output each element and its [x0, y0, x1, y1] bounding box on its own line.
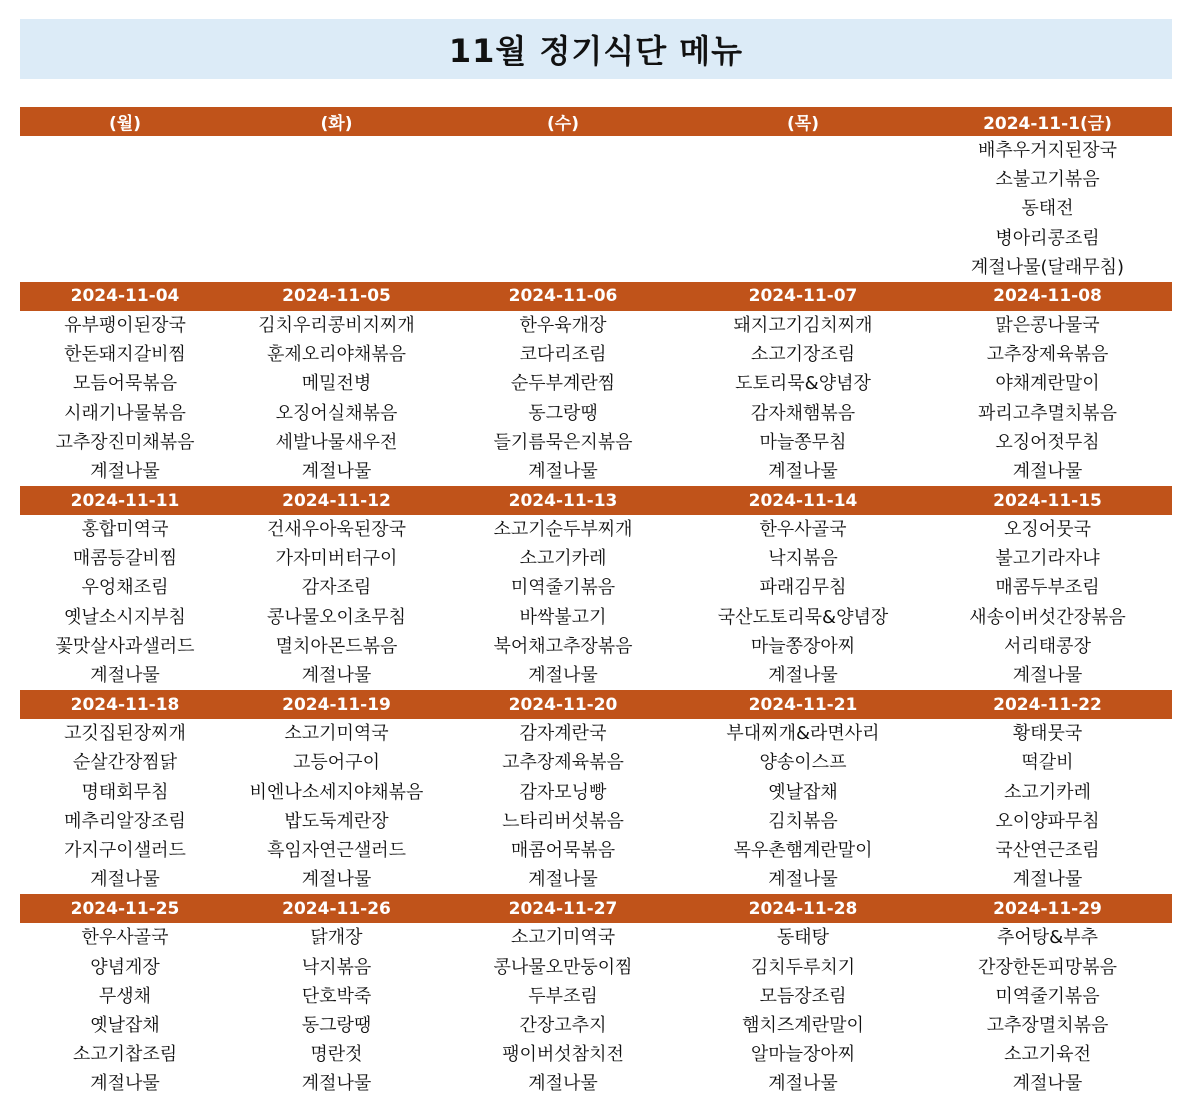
- menu-item: 맑은콩나물국: [995, 314, 1100, 336]
- week-header-row: [20, 486, 1172, 515]
- week-header-row: [20, 894, 1172, 923]
- menu-item: 계절나물: [90, 665, 160, 686]
- menu-item: [683, 194, 923, 223]
- menu-item: 계절나물: [301, 869, 372, 891]
- day-header: 2024-11-26: [282, 898, 391, 919]
- menu-item: 미역줄기볶음: [995, 985, 1100, 1007]
- menu-item: 모듬어묵볶음: [72, 373, 178, 395]
- day-menu-column: [230, 719, 443, 894]
- menu-item: 유부팽이된장국: [64, 314, 186, 336]
- menu-item: 동그랑땡: [528, 402, 598, 424]
- menu-item: 소고기미역국: [510, 927, 616, 949]
- menu-item: 바싹불고기: [519, 606, 607, 628]
- day-header: 2024-11-1(금): [983, 114, 1112, 134]
- day-header: 2024-11-22: [993, 694, 1102, 715]
- menu-item: 양송이스프: [759, 752, 847, 774]
- menu-item: 계절나물: [1012, 869, 1083, 891]
- menu-item: 명란젓: [310, 1044, 363, 1066]
- menu-item: 한우사골국: [81, 927, 169, 949]
- menu-item: 소고기카레: [1004, 781, 1091, 803]
- menu-item: 옛날잡채: [90, 1014, 160, 1036]
- menu-item: 오이양파무침: [995, 810, 1100, 832]
- week-menu-row: [20, 923, 1172, 1098]
- menu-item: 팽이버섯참치전: [502, 1044, 624, 1066]
- day-header: 2024-11-27: [508, 898, 618, 919]
- menu-item: 낙지볶음: [301, 956, 372, 978]
- menu-item: [443, 224, 683, 253]
- day-header: (수): [547, 114, 579, 134]
- menu-item: [20, 194, 230, 223]
- menu-item: 간장한돈피망볶음: [977, 956, 1118, 978]
- menu-item: [20, 224, 230, 253]
- day-menu-column: [683, 311, 923, 486]
- week-header-row: [20, 107, 1172, 136]
- menu-item: 미역줄기볶음: [510, 577, 616, 599]
- menu-item: 건새우아욱된장국: [266, 519, 407, 541]
- day-header: (목): [787, 114, 819, 134]
- menu-item: 김치두루치기: [750, 956, 856, 978]
- day-header: 2024-11-19: [282, 694, 391, 715]
- menu-item: 소고기카레: [519, 548, 607, 570]
- menu-item: 소고기육전: [1004, 1044, 1091, 1066]
- menu-item: 부대찌개&라면사리: [726, 723, 880, 745]
- menu-item: 명태회무침: [81, 781, 169, 803]
- menu-item: 병아리콩조림: [995, 227, 1100, 249]
- menu-item: [230, 253, 443, 282]
- menu-item: 무생채: [98, 985, 152, 1007]
- menu-item: 고추장제육볶음: [502, 752, 624, 774]
- menu-item: 오징어실채볶음: [275, 402, 398, 424]
- menu-table: [20, 107, 1172, 1098]
- menu-item: 메추리알장조림: [64, 810, 186, 832]
- menu-item: 햄치즈계란말이: [742, 1014, 864, 1036]
- menu-item: 소불고기볶음: [995, 169, 1100, 191]
- menu-item: 소고기미역국: [284, 723, 389, 745]
- day-menu-column: [230, 136, 443, 282]
- menu-item: 한돈돼지갈비찜: [64, 344, 186, 366]
- menu-item: 계절나물: [90, 1073, 160, 1095]
- menu-item: 콩나물오이초무침: [266, 606, 407, 628]
- menu-item: 계절나물(달래무침): [970, 256, 1125, 278]
- menu-item: 소고기찹조림: [72, 1044, 178, 1066]
- menu-item: 불고기라자냐: [995, 548, 1100, 570]
- menu-item: 매콤두부조림: [995, 577, 1100, 599]
- day-header: 2024-11-13: [508, 490, 618, 511]
- menu-item: 감자계란국: [519, 723, 607, 745]
- menu-item: 느타리버섯볶음: [502, 810, 624, 832]
- menu-item: 시래기나물볶음: [64, 402, 186, 424]
- menu-item: [230, 194, 443, 223]
- menu-item: 배추우거지된장국: [977, 140, 1118, 161]
- day-header: 2024-11-15: [993, 490, 1102, 511]
- menu-item: [20, 165, 230, 194]
- menu-item: 흑임자연근샐러드: [266, 839, 407, 861]
- menu-item: 모듬장조림: [759, 985, 847, 1007]
- day-menu-column: [443, 311, 683, 486]
- day-header: 2024-11-25: [70, 898, 180, 919]
- menu-item: [443, 194, 683, 223]
- page-title: 11월 정기식단 메뉴: [448, 32, 744, 70]
- menu-item: 계절나물: [90, 460, 160, 482]
- menu-item: 고깃집된장찌개: [64, 723, 186, 745]
- menu-item: 파래김무침: [759, 577, 847, 599]
- day-menu-column: [683, 136, 923, 282]
- week-header-row: [20, 282, 1172, 311]
- day-header: 2024-11-20: [508, 694, 618, 715]
- menu-item: 감자채햄볶음: [750, 402, 856, 424]
- menu-item: [683, 253, 923, 282]
- menu-item: 국산연근조림: [995, 839, 1100, 861]
- menu-item: 계절나물: [1012, 665, 1083, 686]
- day-header: 2024-11-11: [70, 490, 180, 511]
- day-menu-column: [230, 923, 443, 1098]
- menu-item: 순두부계란찜: [510, 373, 616, 395]
- menu-item: 떡갈비: [1021, 752, 1074, 774]
- menu-item: [443, 253, 683, 282]
- menu-item: 계절나물: [1012, 460, 1083, 482]
- menu-item: 계절나물: [768, 460, 838, 482]
- day-menu-column: [20, 719, 230, 894]
- menu-item: [443, 136, 683, 165]
- day-header: 2024-11-04: [70, 286, 180, 307]
- menu-item: 감자모닝빵: [519, 781, 607, 803]
- menu-item: 국산도토리묵&양념장: [717, 606, 889, 628]
- menu-item: 야채계란말이: [995, 373, 1100, 395]
- day-header: 2024-11-06: [508, 286, 618, 307]
- menu-item: [683, 224, 923, 253]
- menu-item: 메밀전병: [301, 373, 372, 395]
- day-menu-column: [20, 311, 230, 486]
- day-menu-column: [923, 515, 1172, 690]
- menu-item: 훈제오리야채볶음: [266, 344, 407, 366]
- day-header: 2024-11-07: [748, 286, 858, 307]
- day-menu-column: [683, 719, 923, 894]
- day-header: 2024-11-21: [748, 694, 858, 715]
- menu-item: 옛날소시지부침: [64, 606, 186, 628]
- menu-item: 코다리조림: [519, 344, 607, 366]
- menu-item: 감자조림: [301, 577, 372, 599]
- menu-item: 계절나물: [528, 460, 598, 482]
- menu-item: [683, 136, 923, 165]
- menu-item: [230, 224, 443, 253]
- menu-item: 우엉채조림: [81, 577, 169, 599]
- menu-item: 고추장제육볶음: [986, 344, 1109, 366]
- menu-item: 콩나물오만둥이찜: [493, 956, 633, 978]
- menu-item: 마늘쫑장아찌: [750, 635, 856, 657]
- menu-item: 들기름묵은지볶음: [493, 431, 633, 453]
- day-menu-column: [443, 923, 683, 1098]
- menu-item: 고추장진미채볶음: [55, 431, 195, 453]
- menu-item: 북어채고추장볶음: [493, 635, 633, 657]
- menu-item: 단호박죽: [301, 985, 372, 1007]
- menu-item: 김치볶음: [768, 810, 838, 832]
- menu-item: 알마늘장아찌: [750, 1044, 856, 1066]
- menu-item: 한우육개장: [519, 314, 607, 336]
- menu-item: 순살간장찜닭: [72, 752, 178, 774]
- menu-item: 양념게장: [90, 956, 160, 978]
- day-menu-column: [683, 923, 923, 1098]
- day-menu-column: [923, 719, 1172, 894]
- week-block: [20, 486, 1172, 690]
- menu-item: 계절나물: [768, 869, 838, 891]
- menu-item: 동태탕: [776, 927, 830, 949]
- menu-item: 추어탕&부추: [997, 927, 1098, 949]
- day-menu-column: [923, 311, 1172, 486]
- menu-item: 계절나물: [528, 1073, 598, 1095]
- menu-item: 옛날잡채: [768, 781, 838, 803]
- menu-title-bar: [20, 19, 1172, 79]
- week-menu-row: [20, 515, 1172, 690]
- day-menu-column: [20, 515, 230, 690]
- day-header: 2024-11-28: [748, 898, 858, 919]
- menu-item: 오징어뭇국: [1004, 519, 1091, 541]
- menu-item: 꽃맛살사과샐러드: [55, 635, 195, 657]
- menu-item: [20, 136, 230, 165]
- menu-item: 계절나물: [768, 1073, 838, 1095]
- menu-item: 서리태콩장: [1004, 635, 1091, 657]
- menu-item: 꽈리고추멸치볶음: [977, 402, 1118, 424]
- day-header: 2024-11-05: [282, 286, 391, 307]
- menu-item: 닭개장: [310, 927, 363, 949]
- menu-item: 가자미버터구이: [275, 548, 398, 570]
- week-block: [20, 894, 1172, 1098]
- menu-item: 김치우리콩비지찌개: [258, 314, 415, 336]
- menu-item: [20, 253, 230, 282]
- menu-item: [230, 136, 443, 165]
- day-header: 2024-11-12: [282, 490, 391, 511]
- menu-item: 간장고추지: [519, 1014, 607, 1036]
- day-menu-column: [230, 311, 443, 486]
- day-menu-column: [443, 719, 683, 894]
- day-header: 2024-11-18: [70, 694, 180, 715]
- menu-item: 세발나물새우전: [275, 431, 398, 453]
- menu-item: 계절나물: [301, 1073, 372, 1095]
- day-header: 2024-11-14: [748, 490, 858, 511]
- menu-item: 고등어구이: [293, 752, 380, 774]
- day-menu-column: [683, 515, 923, 690]
- day-menu-column: [20, 136, 230, 282]
- menu-item: [230, 165, 443, 194]
- menu-item: 새송이버섯간장볶음: [969, 606, 1126, 628]
- menu-item: [683, 165, 923, 194]
- menu-item: 계절나물: [301, 460, 372, 482]
- menu-item: 계절나물: [1012, 1073, 1083, 1095]
- menu-item: 고추장멸치볶음: [986, 1014, 1109, 1036]
- menu-item: 한우사골국: [759, 519, 847, 541]
- day-header: 2024-11-29: [993, 898, 1102, 919]
- day-menu-column: [443, 136, 683, 282]
- menu-item: 마늘쫑무침: [759, 431, 847, 453]
- day-menu-column: [923, 136, 1172, 282]
- day-menu-column: [923, 923, 1172, 1098]
- week-block: [20, 107, 1172, 282]
- menu-item: 매콤등갈비찜: [72, 548, 178, 570]
- menu-item: 멸치아몬드볶음: [275, 635, 398, 657]
- menu-item: 소고기장조림: [750, 344, 856, 366]
- day-menu-column: [230, 515, 443, 690]
- menu-item: 두부조림: [528, 985, 598, 1007]
- menu-item: 낙지볶음: [768, 548, 838, 570]
- menu-item: 계절나물: [90, 869, 160, 891]
- day-header: 2024-11-08: [993, 286, 1102, 307]
- menu-item: 계절나물: [301, 665, 372, 686]
- menu-item: 오징어젓무침: [995, 431, 1100, 453]
- menu-item: 황태뭇국: [1012, 723, 1083, 745]
- day-header: (화): [320, 114, 353, 134]
- menu-item: 소고기순두부찌개: [493, 519, 633, 541]
- week-block: [20, 690, 1172, 894]
- menu-item: 매콤어묵볶음: [510, 839, 616, 861]
- week-block: [20, 282, 1172, 486]
- menu-item: [443, 165, 683, 194]
- menu-item: 목우촌햄계란말이: [733, 839, 873, 861]
- week-header-row: [20, 690, 1172, 719]
- menu-item: 밥도둑계란장: [284, 810, 389, 832]
- menu-item: 동태전: [1021, 198, 1074, 220]
- menu-item: 계절나물: [768, 665, 838, 686]
- menu-item: 가지구이샐러드: [64, 839, 186, 861]
- menu-item: 돼지고기김치찌개: [733, 314, 873, 336]
- week-menu-row: [20, 136, 1172, 282]
- menu-item: 계절나물: [528, 665, 598, 686]
- day-header: (월): [109, 114, 141, 134]
- day-menu-column: [443, 515, 683, 690]
- menu-item: 도토리묵&양념장: [735, 373, 871, 395]
- menu-item: 계절나물: [528, 869, 598, 891]
- week-menu-row: [20, 719, 1172, 894]
- day-menu-column: [20, 923, 230, 1098]
- menu-item: 홍합미역국: [81, 519, 169, 541]
- menu-item: 비엔나소세지야채볶음: [249, 781, 424, 803]
- week-menu-row: [20, 311, 1172, 486]
- menu-item: 동그랑땡: [301, 1014, 372, 1036]
